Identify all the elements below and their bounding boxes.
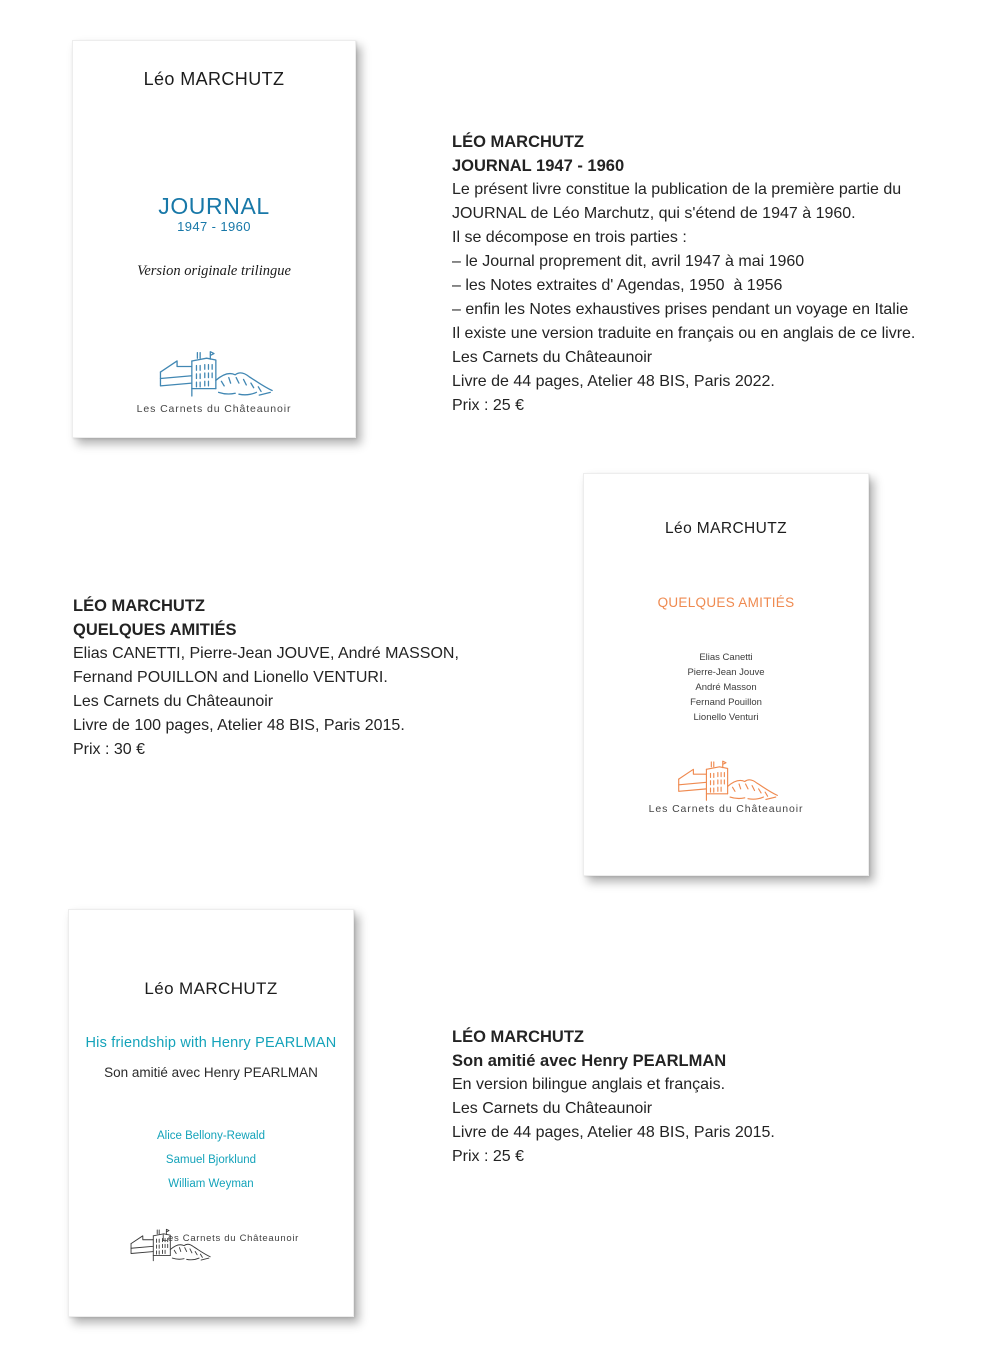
cover-name: William Weyman (168, 1178, 254, 1190)
desc-line: – les Notes extraites d' Agendas, 1950 à 1956 (452, 277, 783, 294)
desc-author: LÉO MARCHUTZ (452, 133, 584, 151)
cover-name: Elias Canetti (699, 652, 753, 663)
desc-title: Son amitié avec Henry PEARLMAN (452, 1052, 727, 1070)
desc-author: LÉO MARCHUTZ (73, 597, 205, 615)
book-cover-pearlman (68, 909, 354, 1317)
description-amities (73, 594, 459, 762)
chateaunoir-logo-icon (673, 757, 779, 802)
desc-line: Elias CANETTI, Pierre-Jean JOUVE, André MASSON, (73, 645, 459, 662)
book-cover-amities (583, 473, 869, 876)
desc-line: Les Carnets du Châteaunoir (452, 349, 653, 366)
cover-names-list (584, 650, 868, 725)
desc-line: Livre de 44 pages, Atelier 48 BIS, Paris 2022. (452, 373, 775, 390)
cover-name: Lionello Venturi (693, 712, 759, 723)
cover-edition-note: Version originale trilingue (137, 263, 291, 279)
desc-line: Livre de 44 pages, Atelier 48 BIS, Paris 2015. (452, 1124, 775, 1141)
cover-title: QUELQUES AMITIÉS (657, 595, 795, 610)
cover-title: His friendship with Henry PEARLMAN (85, 1035, 337, 1051)
description-pearlman (452, 1025, 775, 1169)
desc-price: Prix : 25 € (452, 397, 525, 414)
desc-line: Les Carnets du Châteaunoir (452, 1100, 653, 1117)
desc-price: Prix : 30 € (73, 741, 146, 758)
desc-line: – le Journal proprement dit, avril 1947 à mai 1960 (452, 253, 805, 270)
cover-author: Léo MARCHUTZ (665, 520, 787, 537)
imprint-label: Les Carnets du Châteaunoir (162, 1233, 300, 1244)
cover-subtitle: Son amitié avec Henry PEARLMAN (104, 1065, 318, 1080)
description-journal (452, 130, 915, 418)
cover-name: Samuel Bjorklund (165, 1154, 257, 1166)
imprint-label: Les Carnets du Châteaunoir (648, 803, 804, 815)
desc-line: Fernand POUILLON and Lionello VENTURI. (73, 669, 388, 686)
desc-line: Le présent livre constitue la publication de la première partie du (452, 181, 902, 198)
desc-author: LÉO MARCHUTZ (452, 1028, 584, 1046)
imprint-label: Les Carnets du Châteaunoir (136, 403, 292, 415)
cover-name: Pierre-Jean Jouve (687, 667, 765, 678)
cover-author: Léo MARCHUTZ (143, 69, 285, 89)
desc-line: – enfin les Notes exhaustives prises pendant un voyage en Italie (452, 301, 909, 318)
desc-line: Il existe une version traduite en français ou en anglais de ce livre. (452, 325, 916, 342)
cover-name: Alice Bellony-Rewald (156, 1130, 266, 1142)
cover-author: Léo MARCHUTZ (144, 979, 278, 998)
desc-line: JOURNAL de Léo Marchutz, qui s'étend de 1947 à 1960. (452, 205, 856, 222)
book-cover-journal (72, 40, 356, 438)
cover-name: André Masson (695, 682, 757, 693)
desc-line: Les Carnets du Châteaunoir (73, 693, 274, 710)
desc-line: En version bilingue anglais et français. (452, 1076, 726, 1093)
cover-title: JOURNAL (158, 193, 270, 219)
desc-title: QUELQUES AMITIÉS (73, 621, 237, 639)
desc-title: JOURNAL 1947 - 1960 (452, 157, 625, 175)
desc-line: Livre de 100 pages, Atelier 48 BIS, Paris 2015. (73, 717, 405, 734)
desc-line: Il se décompose en trois parties : (452, 229, 687, 246)
cover-subtitle: 1947 - 1960 (177, 219, 251, 234)
cover-name: Fernand Pouillon (690, 697, 762, 708)
chateaunoir-logo-icon (154, 347, 274, 398)
desc-price: Prix : 25 € (452, 1148, 525, 1165)
cover-names-list (69, 1124, 353, 1196)
chateaunoir-logo-icon (126, 1226, 212, 1262)
